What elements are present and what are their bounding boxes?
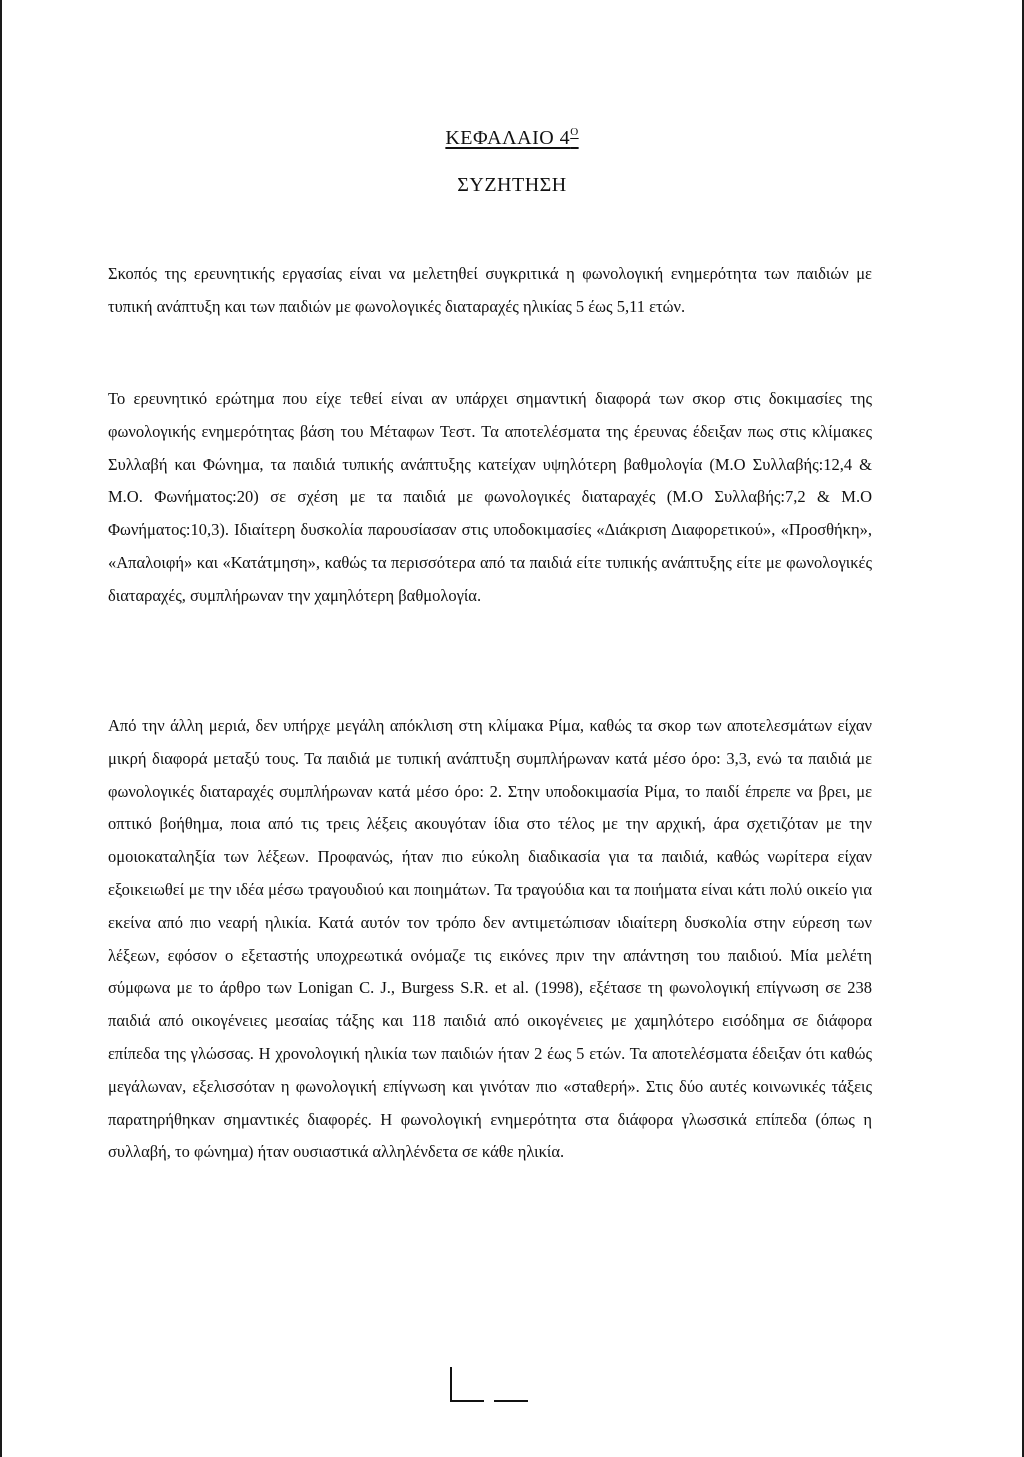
paragraph-text: Το ερευνητικό ερώτημα που είχε τεθεί είναι αν υπάρχει σημαντική διαφορά των σκορ στις δοκιμασίες της φωνολογικής ενημερότητας βάση του Μέταφων Τεστ. Τα αποτελέσματα της έρευνας έδειξαν πως στις κλίμακες Συλλαβή και Φώνημα, τα παιδιά τυπικής ανάπτυξης κατείχαν υψηλότερη βαθμολογία (Μ.Ο Συλλαβής:12,4 & Μ.Ο. Φωνήματος:20) σε σχέση με τα παιδιά με φωνολογικές διαταραχές (Μ.Ο Συλλαβής:7,2 & Μ.Ο Φωνήματος:10,3). Ιδιαίτερη δυσκολία παρουσίασαν στις υποδοκιμασίες «Διάκριση Διαφορετικού», «Προσθήκη», «Απαλοιφή» και «Κατάτμηση», καθώς τα περισσότερα από τα παιδιά είτε τυπικής ανάπτυξης είτε με φωνολογικές διαταραχές, συμπλήρωναν την χαμηλότερη βαθμολογία. (108, 389, 872, 605)
scan-mark (450, 1367, 530, 1403)
paragraph-rhyme-discussion (108, 710, 872, 1169)
paragraph-text: Σκοπός της ερευνητικής εργασίας είναι να μελετηθεί συγκριτικά η φωνολογική ενημερότητα των παιδιών με τυπική ανάπτυξη και των παιδιών με φωνολογικές διαταραχές ηλικίας 5 έως 5,11 ετών. (108, 264, 872, 316)
paragraph-text: Από την άλλη μεριά, δεν υπήρχε μεγάλη απόκλιση στη κλίμακα Ρίμα, καθώς τα σκορ των αποτελεσμάτων είχαν μικρή διαφορά μεταξύ τους. Τα παιδιά με τυπική ανάπτυξη συμπλήρωναν κατά μέσο όρο: 3,3, ενώ τα παιδιά με φωνολογικές διαταραχές συμπλήρωναν κατά μέσο όρο: 2. Στην υποδοκιμασία Ρίμα, το παιδί έπρεπε να βρει, με οπτικό βοήθημα, ποια από τις τρεις λέξεις ακουγόταν ίδια στο τέλος με την αρχική, άρα σχετιζόταν με την ομοιοκαταληξία των λέξεων. Προφανώς, ήταν πιο εύκολη διαδικασία για τα παιδιά, καθώς νωρίτερα είχαν εξοικειωθεί με την ιδέα μέσω τραγουδιού και ποιημάτων. Τα τραγούδια και τα ποιήματα είναι κάτι πολύ οικείο για εκείνα από πιο νεαρή ηλικία. Κατά αυτόν τον τρόπο δεν αντιμετώπισαν ιδιαίτερη δυσκολία στην εύρεση των λέξεων, εφόσον ο εξεταστής υποχρεωτικά ονόμαζε τις εικόνες πριν την απάντηση του παιδιού. Μία μελέτη σύμφωνα με το άρθρο των Lonigan C. J., Burgess S.R. et al. (1998), εξέτασε τη φωνολογική επίγνωση σε 238 παιδιά από οικογένειες μεσαίας τάξης και 118 παιδιά από οικογένειες με χαμηλότερο εισόδημα σε διάφορα επίπεδα της γλώσσας. Η χρονολογική ηλικία των παιδιών ήταν 2 έως 5 ετών. Τα αποτελέσματα έδειξαν ότι καθώς μεγάλωναν, εξελισσόταν η φωνολογική επίγνωση και γινόταν πιο «σταθερή». Στις δύο αυτές κοινωνικές τάξεις παρατηρήθηκαν σημαντικές διαφορές. Η φωνολογική ενημερότητα στα διάφορα γλωσσικά επίπεδα (όπως η συλλαβή, το φώνημα) ήταν ουσιαστικά αλληλένδετα σε κάθε ηλικία. (108, 716, 872, 1162)
paragraph-research-question (108, 383, 872, 613)
section-title: ΣΥΖΗΤΗΣΗ (457, 174, 567, 196)
chapter-heading (0, 126, 1024, 150)
paragraph-aim (108, 258, 872, 324)
chapter-superscript: Ο (570, 126, 579, 138)
chapter-label: ΚΕΦΑΛΑΙΟ 4 (445, 127, 571, 149)
